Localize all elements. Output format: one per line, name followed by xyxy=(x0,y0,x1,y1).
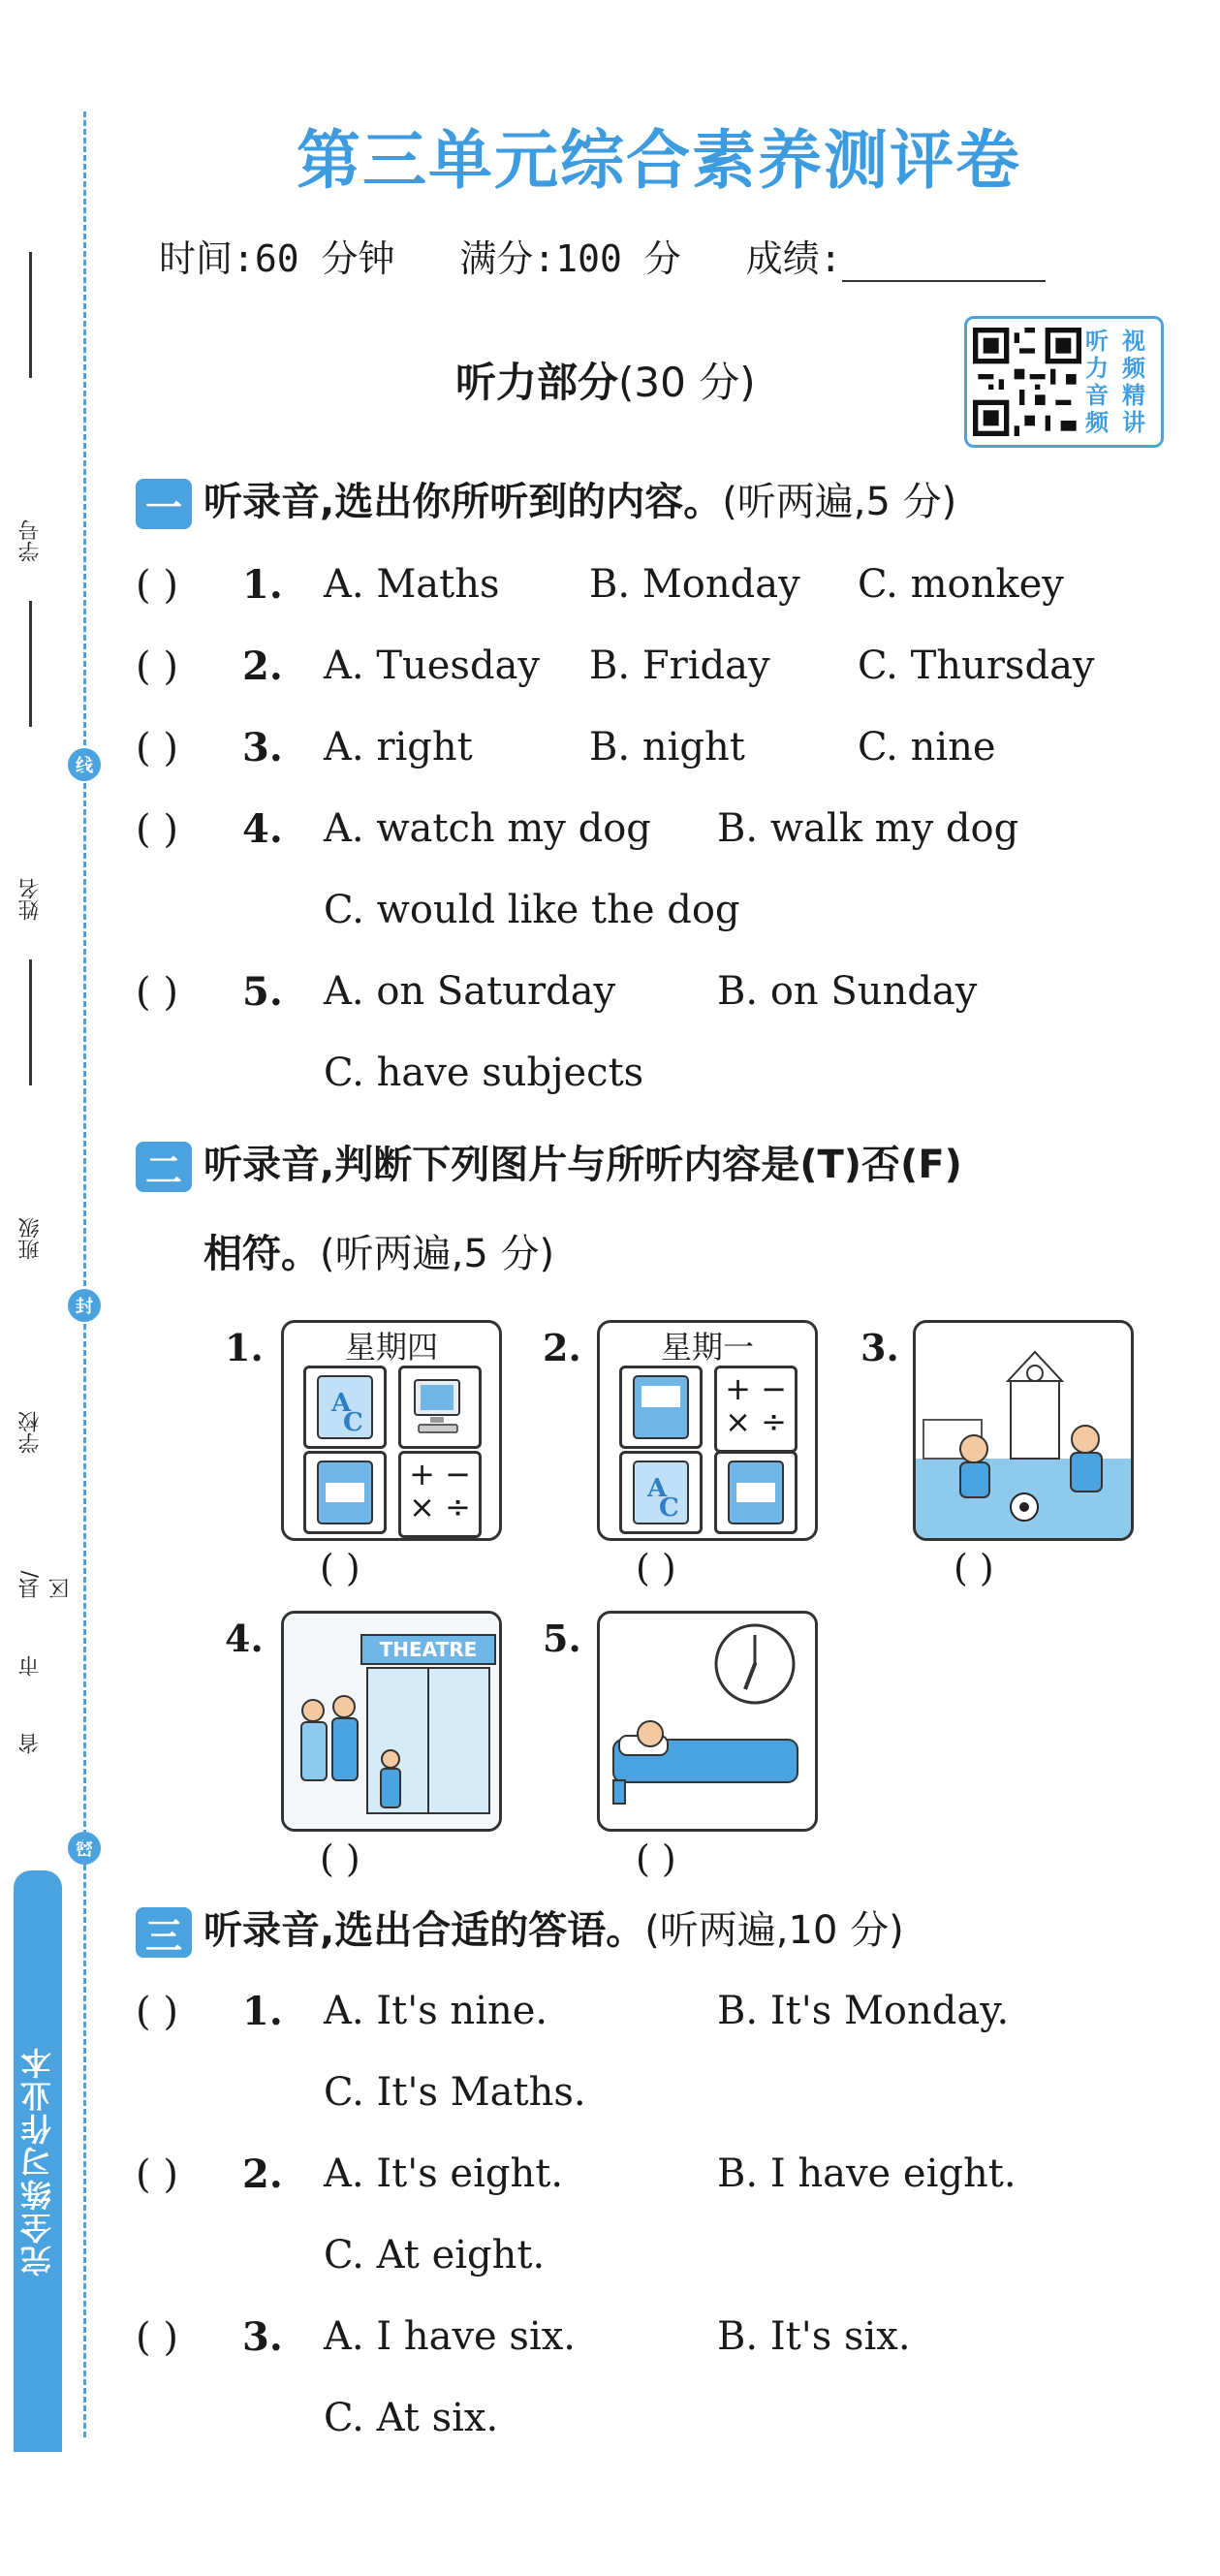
option-c: C. monkey xyxy=(858,562,1064,607)
option-a: A. right xyxy=(324,725,473,770)
answer-blank[interactable]: ( ) xyxy=(136,563,178,608)
question-number: 5. xyxy=(242,969,283,1015)
theatre-sign: THEATRE xyxy=(379,1638,478,1661)
section-2-heading xyxy=(136,1134,962,1192)
qr-char: 音 xyxy=(1085,382,1109,409)
cut-line xyxy=(83,111,86,2437)
option-c: C. nine xyxy=(858,725,996,770)
svg-text:A: A xyxy=(647,1474,668,1503)
answer-blank[interactable]: ( ) xyxy=(136,807,178,852)
option-a: A. It's eight. xyxy=(324,2152,564,2196)
qr-char: 力 xyxy=(1085,355,1109,382)
fill-line xyxy=(29,252,32,378)
section-hint: (听两遍,5 分) xyxy=(722,480,957,524)
question-number: 3. xyxy=(242,725,283,770)
qr-char: 讲 xyxy=(1122,409,1145,436)
answer-blank[interactable]: ( ) xyxy=(636,1547,676,1589)
option-b: B. on Sunday xyxy=(717,969,978,1014)
question-number: 2. xyxy=(242,644,283,689)
picture-sleeping xyxy=(597,1611,818,1832)
question-row xyxy=(136,562,1064,608)
question-number: 2. xyxy=(242,2152,283,2197)
option-a: A. I have six. xyxy=(324,2314,577,2359)
seal-line: 线 xyxy=(68,748,101,781)
option-a: A. Tuesday xyxy=(324,644,541,688)
option-a: A. watch my dog xyxy=(324,806,651,851)
section-1-heading xyxy=(136,471,956,529)
listening-title: 听力部分 xyxy=(455,359,619,406)
picture-football xyxy=(913,1320,1134,1541)
picture-timetable-monday xyxy=(597,1320,818,1541)
score-blank xyxy=(842,251,1046,282)
option-c: C. have subjects xyxy=(324,1051,644,1095)
section-title: 听录音,选出你所听到的内容。 xyxy=(203,480,723,524)
listening-points: (30 分) xyxy=(618,359,756,406)
qr-char: 精 xyxy=(1122,382,1145,409)
margin-label-district: 县/区 xyxy=(18,1570,73,1599)
maths-symbols-icon: + − × ÷ xyxy=(398,1451,482,1538)
qr-code-box[interactable] xyxy=(964,316,1164,448)
question-row xyxy=(136,2152,1017,2197)
sleeping-clock-icon xyxy=(600,1614,815,1829)
answer-blank[interactable]: ( ) xyxy=(954,1547,994,1589)
fill-line xyxy=(29,601,32,727)
option-c: C. It's Maths. xyxy=(324,2070,586,2115)
section-title-cont: 相符。 xyxy=(203,1232,320,1276)
answer-blank[interactable]: ( ) xyxy=(136,726,178,770)
section-badge: 一 xyxy=(136,479,192,529)
english-book-icon xyxy=(619,1451,703,1534)
section-3-heading xyxy=(136,1900,904,1958)
qr-char: 视 xyxy=(1122,328,1145,355)
question-row xyxy=(136,806,1019,852)
qr-caption xyxy=(1085,328,1159,436)
margin-label-school: 学校 xyxy=(18,1411,43,1454)
binding-margin xyxy=(0,0,93,2576)
seal-secret: 密 xyxy=(68,1832,101,1865)
qr-char: 频 xyxy=(1122,355,1145,382)
answer-blank[interactable]: ( ) xyxy=(136,1990,178,2034)
option-a: A. Maths xyxy=(324,562,500,607)
option-c: C. At eight. xyxy=(324,2233,546,2278)
question-row xyxy=(136,1989,1010,2034)
picture-number: 4. xyxy=(225,1617,264,1660)
section-badge: 三 xyxy=(136,1907,192,1958)
score-label: 成绩: xyxy=(745,237,842,280)
question-row xyxy=(136,644,1095,689)
picture-number: 5. xyxy=(543,1617,581,1660)
question-row xyxy=(136,969,978,1015)
option-b: B. night xyxy=(589,725,745,770)
svg-text:A: A xyxy=(331,1389,352,1418)
answer-blank[interactable]: ( ) xyxy=(636,1838,676,1880)
english-book-icon xyxy=(303,1366,387,1449)
question-number: 4. xyxy=(242,806,283,852)
picture-number: 2. xyxy=(543,1326,581,1369)
question-row xyxy=(136,725,996,770)
question-number: 1. xyxy=(242,1989,283,2034)
section-title: 听录音,选出合适的答语。 xyxy=(203,1908,645,1953)
option-a: A. It's nine. xyxy=(324,1989,548,2033)
margin-label-city: 市 xyxy=(18,1655,43,1677)
answer-blank[interactable]: ( ) xyxy=(136,2315,178,2360)
option-b: B. Monday xyxy=(589,562,800,607)
question-number: 1. xyxy=(242,562,283,608)
maths-symbols-icon: + − × ÷ xyxy=(714,1366,798,1453)
answer-blank[interactable]: ( ) xyxy=(136,970,178,1015)
day-label: 星期四 xyxy=(344,1329,438,1366)
option-b: B. I have eight. xyxy=(717,2152,1017,2196)
section-badge: 二 xyxy=(136,1142,192,1192)
brand-strip: 完全练习作业本 xyxy=(14,1870,62,2452)
option-b: B. Friday xyxy=(589,644,770,688)
option-b: B. walk my dog xyxy=(717,806,1019,851)
qr-code-icon xyxy=(973,328,1081,436)
time-limit: 时间:60 分钟 xyxy=(159,237,395,280)
answer-blank[interactable]: ( ) xyxy=(320,1838,360,1880)
computer-icon xyxy=(398,1366,482,1449)
option-b: B. It's six. xyxy=(717,2314,911,2359)
option-b: B. It's Monday. xyxy=(717,1989,1010,2033)
picture-number: 3. xyxy=(860,1326,899,1369)
page-title: 第三单元综合素养测评卷 xyxy=(297,122,1021,198)
answer-blank[interactable]: ( ) xyxy=(136,2152,178,2197)
science-book-icon xyxy=(714,1451,798,1534)
svg-text:C: C xyxy=(343,1408,363,1437)
section-title: 听录音,判断下列图片与所听内容是(T)否(F) xyxy=(203,1143,962,1187)
question-row xyxy=(136,2314,911,2360)
section-2-heading-cont xyxy=(203,1223,554,1278)
full-score: 满分:100 分 xyxy=(459,237,681,280)
qr-char: 频 xyxy=(1085,409,1109,436)
question-number: 3. xyxy=(242,2314,283,2360)
football-scene-icon xyxy=(916,1323,1131,1538)
seal-seal: 封 xyxy=(68,1289,101,1322)
margin-label-name: 姓名 xyxy=(18,878,43,921)
exam-meta xyxy=(159,229,1088,282)
svg-text:C: C xyxy=(659,1493,679,1523)
picture-number: 1. xyxy=(225,1326,264,1369)
science-book-icon xyxy=(303,1451,387,1534)
picture-timetable-thursday xyxy=(281,1320,502,1541)
listening-heading xyxy=(455,351,756,409)
answer-blank[interactable]: ( ) xyxy=(136,644,178,689)
option-a: A. on Saturday xyxy=(324,969,616,1014)
answer-blank[interactable]: ( ) xyxy=(320,1547,360,1589)
section-hint: (听两遍,10 分) xyxy=(644,1908,904,1953)
margin-label-class: 班级 xyxy=(18,1217,43,1260)
option-c: C. would like the dog xyxy=(324,888,740,932)
margin-label-province: 省 xyxy=(18,1733,43,1754)
option-c: C. Thursday xyxy=(858,644,1095,688)
picture-theatre xyxy=(281,1611,502,1832)
fill-line xyxy=(29,959,32,1085)
qr-char: 听 xyxy=(1085,328,1109,355)
section-hint: (听两遍,5 分) xyxy=(320,1232,555,1276)
chinese-book-icon xyxy=(619,1366,703,1449)
day-label: 星期一 xyxy=(660,1329,754,1366)
option-c: C. At six. xyxy=(324,2396,499,2440)
margin-label-id: 学号 xyxy=(18,519,43,562)
